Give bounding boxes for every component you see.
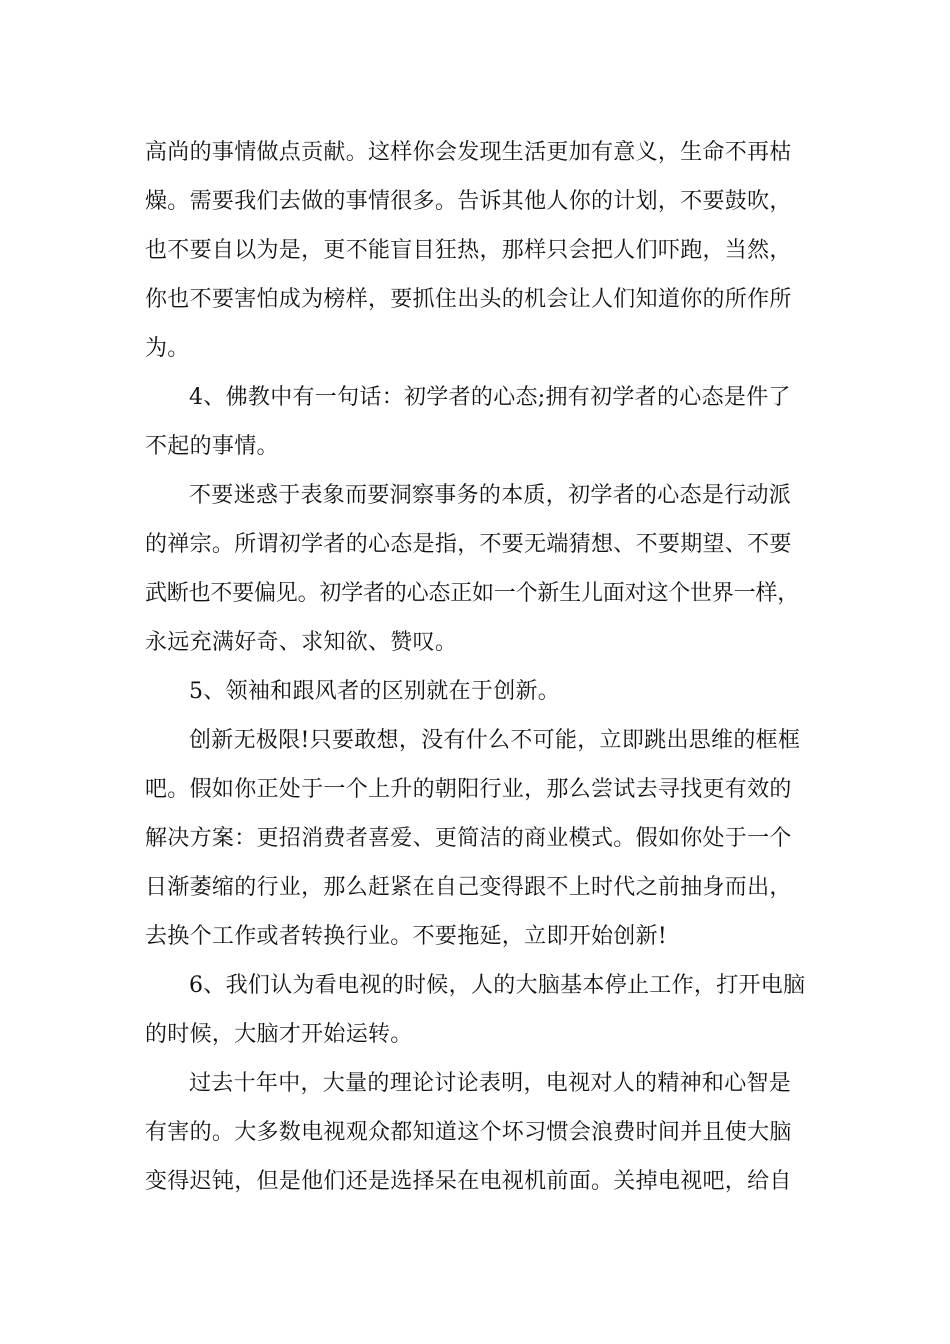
- text-line: 日渐萎缩的行业，那么赶紧在自己变得跟不上时代之前抽身而出，: [145, 875, 792, 900]
- section-heading-5: 5、领袖和跟风者的区别就在于创新。: [189, 679, 561, 704]
- text-line: 的禅宗。所谓初学者的心态是指，不要无端猜想、不要期望、不要: [145, 532, 792, 557]
- text-line: 武断也不要偏见。初学者的心态正如一个新生儿面对这个世界一样，: [145, 581, 800, 606]
- text-line: 去换个工作或者转换行业。不要拖延，立即开始创新!: [145, 924, 668, 949]
- text-line: 解决方案：更招消费者喜爱、更简洁的商业模式。假如你处于一个: [145, 826, 792, 851]
- paragraph-start: 创新无极限!只要敢想，没有什么不可能，立即跳出思维的框框: [189, 728, 801, 753]
- paragraph-start: 过去十年中，大量的理论讨论表明，电视对人的精神和心智是: [189, 1071, 792, 1096]
- text-line: 不起的事情。: [145, 434, 279, 459]
- text-line: 也不要自以为是，更不能盲目狂热，那样只会把人们吓跑，当然，: [145, 238, 792, 263]
- text-line: 为。: [145, 336, 190, 361]
- text-line: 的时候，大脑才开始运转。: [145, 1022, 413, 1047]
- paragraph-start: 不要迷惑于表象而要洞察事务的本质，初学者的心态是行动派: [189, 483, 792, 508]
- text-line: 吧。假如你正处于一个上升的朝阳行业，那么尝试去寻找更有效的: [145, 777, 792, 802]
- section-heading-6: 6、我们认为看电视的时候，人的大脑基本停止工作，打开电脑: [189, 973, 806, 998]
- text-line: 永远充满好奇、求知欲、赞叹。: [145, 630, 458, 655]
- text-line: 高尚的事情做点贡献。这样你会发现生活更加有意义，生命不再枯: [145, 140, 792, 165]
- text-line: 你也不要害怕成为榜样，要抓住出头的机会让人们知道你的所作所: [145, 287, 792, 312]
- document-body: [145, 128, 815, 1206]
- text-line: 变得迟钝，但是他们还是选择呆在电视机前面。关掉电视吧，给自: [145, 1169, 792, 1194]
- text-line: 有害的。大多数电视观众都知道这个坏习惯会浪费时间并且使大脑: [145, 1120, 792, 1145]
- section-heading-4: 4、佛教中有一句话：初学者的心态;拥有初学者的心态是件了: [189, 385, 791, 410]
- text-line: 燥。需要我们去做的事情很多。告诉其他人你的计划，不要鼓吹，: [145, 189, 792, 214]
